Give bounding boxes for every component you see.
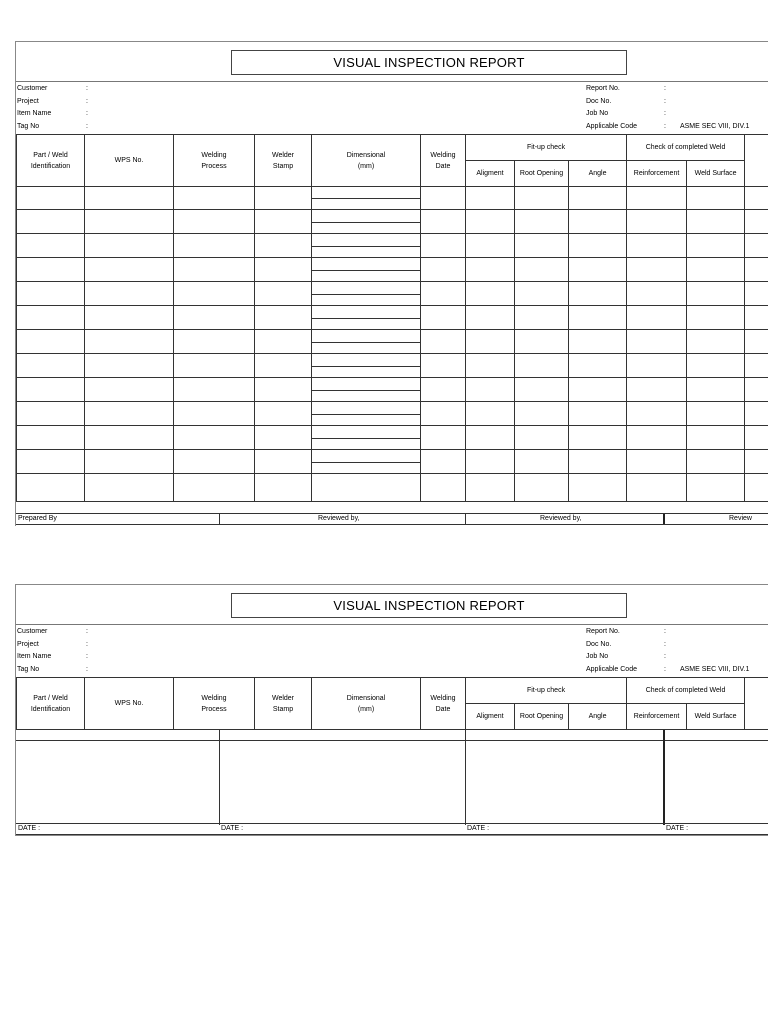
prepared-by-label: Prepared By xyxy=(18,515,57,522)
table-cell[interactable] xyxy=(569,450,627,474)
report-title: VISUAL INSPECTION REPORT xyxy=(231,593,627,618)
table-cell[interactable] xyxy=(569,474,627,502)
table-cell[interactable] xyxy=(174,378,255,402)
table-cell[interactable] xyxy=(515,306,569,330)
table-row xyxy=(17,282,768,306)
dimensional-subline xyxy=(312,438,420,439)
table-cell[interactable] xyxy=(17,187,85,210)
table-cell[interactable] xyxy=(687,282,745,306)
customer-label: Customer xyxy=(17,85,48,92)
applicable-code-label: Applicable Code xyxy=(586,665,637,673)
table-cell[interactable] xyxy=(17,306,85,330)
dimensional-cell[interactable] xyxy=(312,354,421,378)
table-cell[interactable] xyxy=(515,258,569,282)
completed-weld-header: Check of completed Weld xyxy=(627,678,745,704)
table-cell[interactable] xyxy=(174,354,255,378)
wps-header: WPS No. xyxy=(85,135,174,187)
dimensional-subline xyxy=(312,198,420,199)
table-cell[interactable] xyxy=(627,378,687,402)
table-cell[interactable] xyxy=(466,330,515,354)
welding-process-line1: Welding xyxy=(201,151,227,159)
welder-stamp-line1: Welder xyxy=(271,694,295,702)
table-cell[interactable] xyxy=(421,282,466,306)
dimensional-subline xyxy=(312,366,420,367)
table-cell[interactable] xyxy=(17,258,85,282)
project-label: Project xyxy=(17,97,39,105)
table-cell[interactable] xyxy=(421,330,466,354)
report-title: VISUAL INSPECTION REPORT xyxy=(231,50,627,75)
signature-area xyxy=(16,729,768,825)
table-cell[interactable] xyxy=(255,474,312,502)
part-weld-header-line1: Part / Weld xyxy=(33,694,68,702)
info-left xyxy=(17,626,88,676)
table-cell[interactable] xyxy=(569,282,627,306)
table-cell[interactable] xyxy=(255,426,312,450)
table-cell[interactable] xyxy=(17,234,85,258)
table-cell[interactable] xyxy=(687,402,745,426)
dimensional-cell[interactable] xyxy=(312,330,421,354)
table-cell[interactable] xyxy=(466,474,515,502)
table-cell[interactable] xyxy=(85,354,174,378)
table-cell[interactable] xyxy=(515,210,569,234)
table-row xyxy=(17,187,768,210)
table-cell[interactable] xyxy=(627,450,687,474)
part-weld-header xyxy=(17,135,85,187)
table-cell[interactable] xyxy=(745,258,768,282)
table-cell[interactable] xyxy=(627,474,687,502)
table-cell[interactable] xyxy=(17,474,85,502)
table-cell[interactable] xyxy=(174,234,255,258)
dimensional-cell[interactable] xyxy=(312,450,421,474)
table-cell[interactable] xyxy=(421,450,466,474)
table-row xyxy=(17,450,768,474)
table-cell[interactable] xyxy=(466,402,515,426)
table-cell[interactable] xyxy=(627,402,687,426)
dimensional-line1: Dimensional xyxy=(346,151,386,159)
alignment-header: Aligment xyxy=(466,161,515,187)
table-cell[interactable] xyxy=(687,306,745,330)
doc-no-sep: : xyxy=(664,640,666,648)
report-sheet-1 xyxy=(15,41,768,526)
dimensional-line2: (mm) xyxy=(357,162,375,170)
table-cell[interactable] xyxy=(627,234,687,258)
item-name-label: Item Name xyxy=(17,110,52,117)
table-cell[interactable] xyxy=(745,187,768,210)
table-cell[interactable] xyxy=(174,187,255,210)
root-opening-header: Root Opening xyxy=(515,704,569,730)
tag-no-sep: : xyxy=(86,665,88,673)
signoff-row xyxy=(16,513,768,525)
table-cell[interactable] xyxy=(515,474,569,502)
table-cell[interactable] xyxy=(745,474,768,502)
table-cell[interactable] xyxy=(466,258,515,282)
signature-subline xyxy=(16,740,768,741)
table-cell[interactable] xyxy=(17,402,85,426)
table-row xyxy=(17,330,768,354)
weld-surface-header: Weld Surface xyxy=(687,161,745,187)
table-cell[interactable] xyxy=(255,330,312,354)
table-cell[interactable] xyxy=(745,282,768,306)
inspection-table-header xyxy=(16,677,768,730)
table-cell[interactable] xyxy=(466,306,515,330)
table-cell[interactable] xyxy=(255,378,312,402)
dimensional-subline xyxy=(312,270,420,271)
dimensional-subline xyxy=(312,342,420,343)
table-row xyxy=(17,306,768,330)
table-cell[interactable] xyxy=(745,354,768,378)
dimensional-cell[interactable] xyxy=(312,426,421,450)
table-cell[interactable] xyxy=(421,378,466,402)
table-cell[interactable] xyxy=(687,234,745,258)
dimensional-cell[interactable] xyxy=(312,187,421,210)
table-cell[interactable] xyxy=(745,402,768,426)
inspection-table xyxy=(16,134,768,502)
table-cell[interactable] xyxy=(85,306,174,330)
reinforcement-header: Reinforcement xyxy=(627,161,687,187)
table-cell[interactable] xyxy=(515,330,569,354)
doc-no-label: Doc No. xyxy=(586,97,612,105)
table-cell[interactable] xyxy=(17,426,85,450)
part-weld-header-line2: Identification xyxy=(30,162,71,170)
table-cell[interactable] xyxy=(255,354,312,378)
table-cell[interactable] xyxy=(85,402,174,426)
table-cell[interactable] xyxy=(687,210,745,234)
table-row xyxy=(17,474,768,502)
welding-process-line2: Process xyxy=(201,162,227,170)
item-name-sep: : xyxy=(86,110,88,117)
table-cell[interactable] xyxy=(421,187,466,210)
dimensional-cell[interactable] xyxy=(312,282,421,306)
table-cell[interactable] xyxy=(85,234,174,258)
dimensional-cell[interactable] xyxy=(312,234,421,258)
table-cell[interactable] xyxy=(255,234,312,258)
applicable-code-value: ASME SEC VIII, DIV.1 xyxy=(679,122,750,130)
table-cell[interactable] xyxy=(745,306,768,330)
table-row xyxy=(17,378,768,402)
dimensional-line2: (mm) xyxy=(357,705,375,713)
table-cell[interactable] xyxy=(627,282,687,306)
table-cell[interactable] xyxy=(255,450,312,474)
fitup-header: Fit-up check xyxy=(466,135,627,161)
applicable-code-sep: : xyxy=(664,122,666,130)
table-cell[interactable] xyxy=(174,426,255,450)
table-cell[interactable] xyxy=(17,330,85,354)
table-cell[interactable] xyxy=(174,210,255,234)
table-cell[interactable] xyxy=(17,210,85,234)
welding-date-line1: Welding xyxy=(430,151,456,159)
table-cell[interactable] xyxy=(85,426,174,450)
job-no-sep: : xyxy=(664,110,666,117)
welding-process-line2: Process xyxy=(201,705,227,713)
table-cell[interactable] xyxy=(627,187,687,210)
report-no-sep: : xyxy=(664,85,666,92)
welding-date-header xyxy=(421,678,466,730)
table-cell[interactable] xyxy=(255,402,312,426)
alignment-header: Aligment xyxy=(466,704,515,730)
fitup-header: Fit-up check xyxy=(466,678,627,704)
part-weld-header xyxy=(17,678,85,730)
table-cell[interactable] xyxy=(745,426,768,450)
date-label-2: DATE : xyxy=(221,825,244,832)
welding-date-line1: Welding xyxy=(430,694,456,702)
dimensional-cell[interactable] xyxy=(312,306,421,330)
table-cell[interactable] xyxy=(627,330,687,354)
welding-process-header xyxy=(174,135,255,187)
table-row xyxy=(17,258,768,282)
dimensional-cell[interactable] xyxy=(312,402,421,426)
table-cell[interactable] xyxy=(687,258,745,282)
table-cell[interactable] xyxy=(687,426,745,450)
table-cell[interactable] xyxy=(515,187,569,210)
table-cell[interactable] xyxy=(174,450,255,474)
table-cell[interactable] xyxy=(17,450,85,474)
table-cell[interactable] xyxy=(421,402,466,426)
table-cell[interactable] xyxy=(421,258,466,282)
signature-divider xyxy=(465,730,466,825)
table-cell[interactable] xyxy=(627,210,687,234)
job-no-sep: : xyxy=(664,653,666,660)
table-cell[interactable] xyxy=(466,210,515,234)
dimensional-header xyxy=(312,678,421,730)
signature-divider xyxy=(663,730,665,825)
dimensional-header xyxy=(312,135,421,187)
table-cell[interactable] xyxy=(255,282,312,306)
table-cell[interactable] xyxy=(466,378,515,402)
signoff-divider xyxy=(663,514,665,524)
date-row xyxy=(16,823,768,835)
table-cell[interactable] xyxy=(466,450,515,474)
table-cell[interactable] xyxy=(466,426,515,450)
table-cell[interactable] xyxy=(174,258,255,282)
table-row xyxy=(17,354,768,378)
table-cell[interactable] xyxy=(687,474,745,502)
table-cell[interactable] xyxy=(421,474,466,502)
table-cell[interactable] xyxy=(569,258,627,282)
table-cell[interactable] xyxy=(569,426,627,450)
dimensional-subline xyxy=(312,246,420,247)
customer-sep: : xyxy=(86,85,88,92)
table-cell[interactable] xyxy=(174,282,255,306)
table-cell[interactable] xyxy=(515,402,569,426)
extra-col-header xyxy=(745,135,768,187)
table-cell[interactable] xyxy=(85,330,174,354)
table-cell[interactable] xyxy=(421,234,466,258)
signature-divider xyxy=(219,730,220,825)
table-cell[interactable] xyxy=(255,306,312,330)
table-row xyxy=(17,234,768,258)
dimensional-cell[interactable] xyxy=(312,378,421,402)
doc-no-label: Doc No. xyxy=(586,640,612,648)
dimensional-cell[interactable] xyxy=(312,474,421,502)
report-no-label: Report No. xyxy=(586,85,620,92)
customer-label: Customer xyxy=(17,628,48,635)
welder-stamp-line2: Stamp xyxy=(272,705,294,713)
job-no-label: Job No xyxy=(586,110,609,117)
table-cell[interactable] xyxy=(421,354,466,378)
info-left xyxy=(17,83,88,133)
table-body xyxy=(17,187,768,502)
reinforcement-header: Reinforcement xyxy=(627,704,687,730)
table-cell[interactable] xyxy=(421,426,466,450)
dimensional-cell[interactable] xyxy=(312,210,421,234)
table-cell[interactable] xyxy=(745,330,768,354)
project-sep: : xyxy=(86,97,88,105)
welding-process-line1: Welding xyxy=(201,694,227,702)
dimensional-cell[interactable] xyxy=(312,258,421,282)
table-cell[interactable] xyxy=(745,210,768,234)
table-cell[interactable] xyxy=(745,378,768,402)
table-cell[interactable] xyxy=(255,187,312,210)
project-sep: : xyxy=(86,640,88,648)
table-row xyxy=(17,210,768,234)
header-divider xyxy=(16,624,768,625)
table-cell[interactable] xyxy=(687,330,745,354)
welder-stamp-header xyxy=(255,135,312,187)
project-label: Project xyxy=(17,640,39,648)
table-cell[interactable] xyxy=(85,282,174,306)
table-cell[interactable] xyxy=(466,234,515,258)
table-cell[interactable] xyxy=(17,282,85,306)
reviewed-by-label-1: Reviewed by, xyxy=(318,515,360,522)
table-row xyxy=(17,426,768,450)
reviewed-by-label-3: Review xyxy=(729,515,752,522)
header-divider xyxy=(16,81,768,82)
date-label-4: DATE : xyxy=(666,825,689,832)
completed-weld-header: Check of completed Weld xyxy=(627,135,745,161)
table-cell[interactable] xyxy=(466,282,515,306)
table-cell[interactable] xyxy=(17,354,85,378)
applicable-code-value: ASME SEC VIII, DIV.1 xyxy=(679,665,750,673)
table-cell[interactable] xyxy=(421,210,466,234)
table-cell[interactable] xyxy=(466,187,515,210)
table-row xyxy=(17,402,768,426)
table-cell[interactable] xyxy=(421,306,466,330)
report-sheet-2 xyxy=(15,584,768,836)
table-cell[interactable] xyxy=(745,234,768,258)
table-cell[interactable] xyxy=(627,426,687,450)
table-cell[interactable] xyxy=(174,402,255,426)
dimensional-subline xyxy=(312,414,420,415)
table-cell[interactable] xyxy=(85,474,174,502)
job-no-label: Job No xyxy=(586,653,609,660)
tag-no-label: Tag No xyxy=(17,665,40,673)
table-cell[interactable] xyxy=(627,306,687,330)
angle-header: Angle xyxy=(569,704,627,730)
table-cell[interactable] xyxy=(687,354,745,378)
item-name-sep: : xyxy=(86,653,88,660)
report-no-label: Report No. xyxy=(586,628,620,635)
table-cell[interactable] xyxy=(85,258,174,282)
signoff-divider xyxy=(465,514,466,524)
table-cell[interactable] xyxy=(255,210,312,234)
table-cell[interactable] xyxy=(569,378,627,402)
welding-date-line2: Date xyxy=(435,705,451,713)
welding-process-header xyxy=(174,678,255,730)
dimensional-subline xyxy=(312,390,420,391)
info-right xyxy=(586,626,749,676)
table-cell[interactable] xyxy=(687,378,745,402)
applicable-code-sep: : xyxy=(664,665,666,673)
table-cell[interactable] xyxy=(687,450,745,474)
table-cell[interactable] xyxy=(85,378,174,402)
reviewed-by-label-2: Reviewed by, xyxy=(540,515,582,522)
welder-stamp-line1: Welder xyxy=(271,151,295,159)
dimensional-subline xyxy=(312,318,420,319)
applicable-code-label: Applicable Code xyxy=(586,122,637,130)
date-label-1: DATE : xyxy=(18,825,41,832)
table-cell[interactable] xyxy=(85,210,174,234)
table-cell[interactable] xyxy=(515,282,569,306)
weld-surface-header: Weld Surface xyxy=(687,704,745,730)
welder-stamp-line2: Stamp xyxy=(272,162,294,170)
welder-stamp-header xyxy=(255,678,312,730)
table-cell[interactable] xyxy=(569,354,627,378)
table-cell[interactable] xyxy=(85,450,174,474)
table-cell[interactable] xyxy=(174,474,255,502)
info-right xyxy=(586,83,749,133)
table-cell[interactable] xyxy=(569,187,627,210)
tag-no-sep: : xyxy=(86,122,88,130)
part-weld-header-line1: Part / Weld xyxy=(33,151,68,159)
table-cell[interactable] xyxy=(174,330,255,354)
extra-col-header xyxy=(745,678,768,730)
dimensional-subline xyxy=(312,222,420,223)
table-cell[interactable] xyxy=(174,306,255,330)
report-no-sep: : xyxy=(664,628,666,635)
doc-no-sep: : xyxy=(664,97,666,105)
table-cell[interactable] xyxy=(466,354,515,378)
welding-date-header xyxy=(421,135,466,187)
signoff-divider xyxy=(219,514,220,524)
table-cell[interactable] xyxy=(515,426,569,450)
table-cell[interactable] xyxy=(627,258,687,282)
dimensional-subline xyxy=(312,462,420,463)
tag-no-label: Tag No xyxy=(17,122,40,130)
table-cell[interactable] xyxy=(515,378,569,402)
angle-header: Angle xyxy=(569,161,627,187)
table-cell[interactable] xyxy=(569,210,627,234)
table-cell[interactable] xyxy=(569,330,627,354)
table-cell[interactable] xyxy=(17,378,85,402)
table-cell[interactable] xyxy=(515,234,569,258)
dimensional-subline xyxy=(312,294,420,295)
table-cell[interactable] xyxy=(569,402,627,426)
item-name-label: Item Name xyxy=(17,653,52,660)
customer-sep: : xyxy=(86,628,88,635)
welding-date-line2: Date xyxy=(435,162,451,170)
part-weld-header-line2: Identification xyxy=(30,705,71,713)
wps-header: WPS No. xyxy=(85,678,174,730)
date-label-3: DATE : xyxy=(467,825,490,832)
table-cell[interactable] xyxy=(687,187,745,210)
table-cell[interactable] xyxy=(515,450,569,474)
table-cell[interactable] xyxy=(745,450,768,474)
dimensional-line1: Dimensional xyxy=(346,694,386,702)
root-opening-header: Root Opening xyxy=(515,161,569,187)
table-cell[interactable] xyxy=(85,187,174,210)
table-cell[interactable] xyxy=(569,306,627,330)
table-cell[interactable] xyxy=(515,354,569,378)
table-cell[interactable] xyxy=(569,234,627,258)
table-cell[interactable] xyxy=(627,354,687,378)
table-cell[interactable] xyxy=(255,258,312,282)
